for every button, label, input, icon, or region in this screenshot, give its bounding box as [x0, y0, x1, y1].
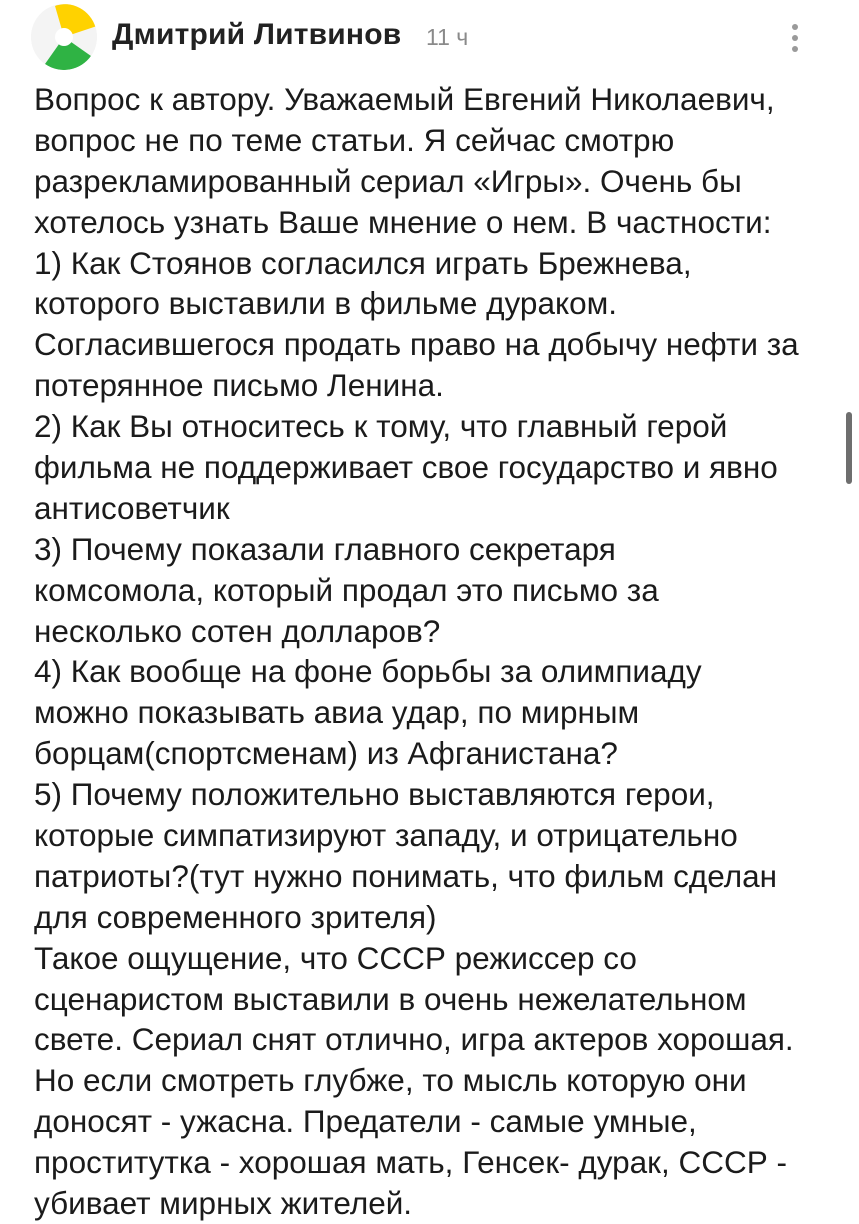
comment-line: для современного зрителя): [34, 898, 437, 935]
comment-line: несколько сотен долларов?: [34, 612, 441, 649]
comment-line: можно показывать авиа удар, по мирным: [34, 694, 640, 731]
comment-line: сценаристом выставили в очень нежелательном: [34, 980, 747, 1017]
vertical-ellipsis-icon: [792, 35, 798, 41]
comment-line: антисоветчик: [34, 489, 230, 526]
comment-line: убивает мирных жителей.: [34, 1185, 413, 1222]
comment-header: [0, 0, 859, 72]
comment-line: вопрос не по теме статьи. Я сейчас смотрю: [34, 121, 675, 158]
comment-line: Вопрос к автору. Уважаемый Евгений Николаевич,: [34, 81, 775, 117]
comment-line: потерянное письмо Ленина.: [34, 367, 444, 404]
comment-line: проститутка - хорошая мать, Генсек- дурак, СССР -: [34, 1144, 787, 1181]
comment-line: которые симпатизируют западу, и отрицательно: [34, 817, 738, 854]
author-name[interactable]: Дмитрий Литвинов: [112, 18, 402, 51]
comment-line: 3) Почему показали главного секретаря: [34, 530, 616, 567]
comment-line: патриоты?(тут нужно понимать, что фильм сделан: [34, 857, 778, 894]
comment-line: Согласившегося продать право на добычу нефти за: [34, 326, 799, 363]
comment-line: которого выставили в фильме дураком.: [34, 285, 618, 322]
comment-line: Но если смотреть глубже, то мысль которую они: [34, 1062, 747, 1099]
comment-text: [34, 79, 834, 1224]
comment-line: разрекламированный сериал «Игры». Очень бы: [34, 162, 742, 199]
comment-line: Такое ощущение, что СССР режиссер со: [34, 939, 637, 976]
comment-line: комсомола, который продал это письмо за: [34, 571, 659, 608]
author-avatar[interactable]: [31, 4, 97, 70]
comment-line: 1) Как Стоянов согласился играть Брежнева,: [34, 244, 692, 281]
comment-line: фильма не поддерживает свое государство и явно: [34, 449, 778, 486]
scrollbar-thumb[interactable]: [846, 412, 852, 484]
more-options-button[interactable]: [780, 18, 810, 58]
vertical-ellipsis-icon: [792, 24, 798, 30]
comment-line: доносят - ужасна. Предатели - самые умные,: [34, 1103, 697, 1140]
comment-line: свете. Сериал снят отлично, игра актеров хорошая.: [34, 1021, 794, 1058]
comment-line: 2) Как Вы относитесь к тому, что главный герой: [34, 408, 728, 445]
comment-line: 4) Как вообще на фоне борьбы за олимпиаду: [34, 653, 702, 690]
comment-timestamp: 11 ч: [426, 24, 469, 50]
vertical-ellipsis-icon: [792, 46, 798, 52]
comment-line: хотелось узнать Ваше мнение о нем. В частности:: [34, 203, 772, 240]
yandex-zen-avatar-icon: [31, 4, 97, 70]
comment-line: борцам(спортсменам) из Афганистана?: [34, 735, 618, 772]
comment-line: 5) Почему положительно выставляются герои,: [34, 776, 715, 813]
